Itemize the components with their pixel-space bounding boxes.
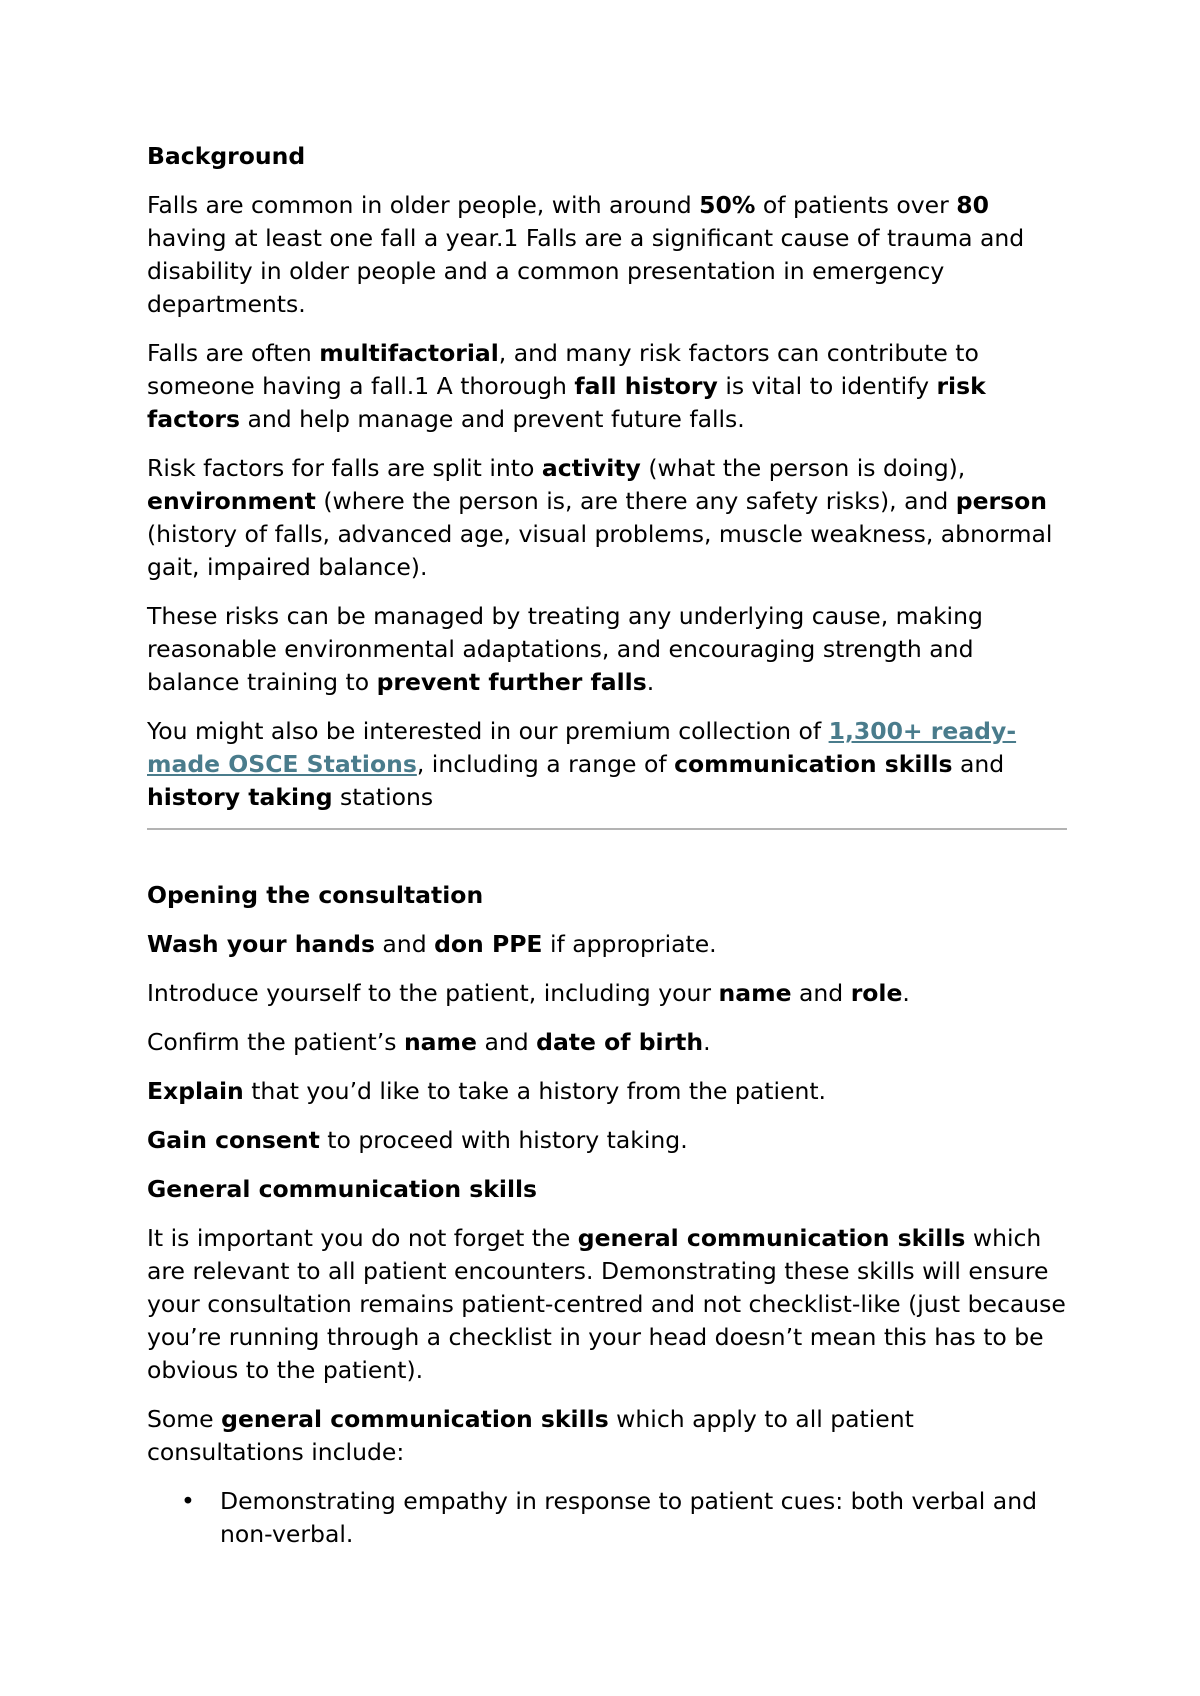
osce-stations-link[interactable]: 1,300+ ready-made OSCE Stations bbox=[147, 717, 1017, 778]
paragraph-consent: Gain consent to proceed with history taking. bbox=[147, 1126, 688, 1154]
section-heading-background: Background bbox=[147, 142, 306, 170]
section-heading-general-communication: General communication skills bbox=[147, 1175, 538, 1203]
list-item: • Demonstrating empathy in response to patient cues: both verbal and non-verbal. bbox=[220, 1485, 1067, 1551]
paragraph-general-skills-intro: It is important you do not forget the general communication skills which are relevant to all patient encounters. Demonstrating these skills will ensure your consultation remains patient-centred and not checklist-like (just because you’re running through a checklist in your head doesn’t mean this has to be obvious to the patient). bbox=[147, 1224, 1066, 1384]
paragraph-multifactorial: Falls are often multifactorial, and many risk factors can contribute to someone having a fall.1 A thorough fall history is vital to identify risk factors and help manage and prevent future falls. bbox=[147, 339, 986, 433]
paragraph-manage-risks: These risks can be managed by treating any underlying cause, making reasonable environmental adaptations, and encouraging strength and balance training to prevent further falls. bbox=[147, 602, 983, 696]
paragraph-confirm: Confirm the patient’s name and date of birth. bbox=[147, 1028, 711, 1056]
paragraph-falls-common: Falls are common in older people, with around 50% of patients over 80 having at least one fall a year.1 Falls are a significant cause of trauma and disability in older people and a common presentation in emergency departments. bbox=[147, 191, 1025, 318]
paragraph-risk-factors: Risk factors for falls are split into activity (what the person is doing), environment (where the person is, are there any safety risks), and person (history of falls, advanced age, visual problems, muscle weakness, abnormal gait, impaired balance). bbox=[147, 454, 1053, 581]
paragraph-premium-collection: You might also be interested in our premium collection of 1,300+ ready-made OSCE Stations, including a range of communication skills and history taking stations bbox=[147, 717, 1017, 811]
horizontal-divider bbox=[147, 828, 1067, 830]
paragraph-explain: Explain that you’d like to take a history from the patient. bbox=[147, 1077, 827, 1105]
paragraph-general-skills-list-intro: Some general communication skills which apply to all patient consultations include: bbox=[147, 1405, 914, 1466]
paragraph-introduce: Introduce yourself to the patient, including your name and role. bbox=[147, 979, 910, 1007]
bullet-list bbox=[147, 1485, 1067, 1551]
document-page bbox=[147, 140, 1067, 1551]
section-heading-opening: Opening the consultation bbox=[147, 881, 484, 909]
paragraph-wash-hands: Wash your hands and don PPE if appropriate. bbox=[147, 930, 717, 958]
